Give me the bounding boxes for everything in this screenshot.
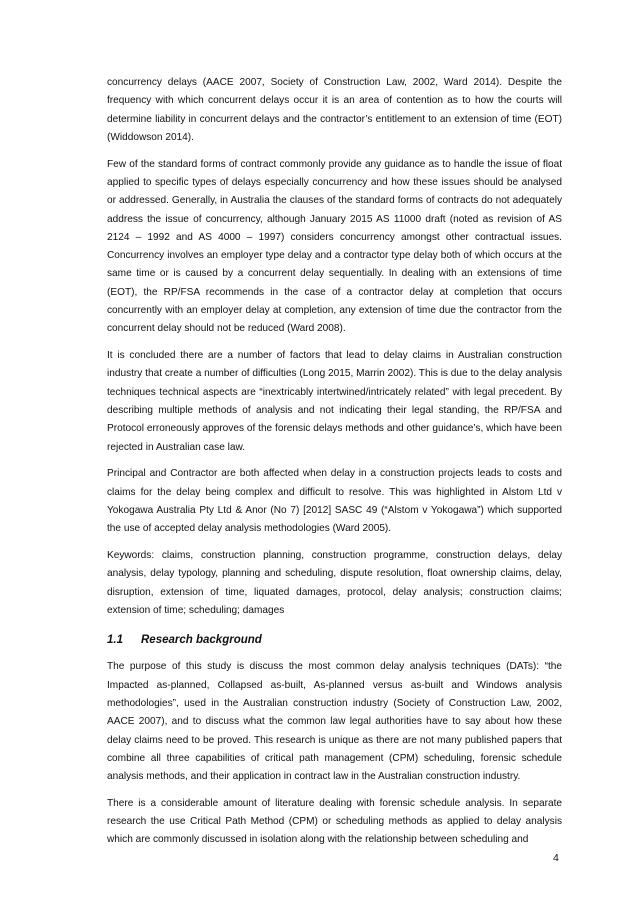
- paragraph-keywords: Keywords: claims, construction planning, construction programme, construction delays, delay analysis, delay typology, planning and scheduling, dispute resolution, float ownership claims, delay, disruption, extension of time, liquated damages, protocol, delay analysis; construction claims; extension of time; scheduling; damages: [107, 550, 562, 617]
- section-heading: [107, 632, 562, 648]
- document-body: [107, 74, 562, 858]
- paragraph-principal-contractor: Principal and Contractor are both affected when delay in a construction projects leads to costs and claims for the delay being complex and difficult to resolve. This was highlighted in Alstom Ltd v Yokogawa Australia Pty Ltd & Anor (No 7) [2012] SASC 49 (“Alstom v Yokogawa”) which supported the use of accepted delay analysis methodologies (Ward 2005).: [107, 468, 562, 535]
- paragraph-study-purpose: The purpose of this study is discuss the most common delay analysis techniques (DATs): “the Impacted as-planned, Collapsed as-built, As-planned versus as-built and Windows analysis methodologies”, used in the Australian construction industry (Society of Construction Law, 2002, AACE 2007), and to discuss what the common law legal authorities have to say about how these delay claims need to be proved. This research is unique as there are not many published papers that combine all three capabilities of critical path management (CPM) scheduling, forensic schedule analysis methods, and their application in contract law in the Australian construction industry.: [107, 661, 562, 783]
- paragraph-literature: There is a considerable amount of literature dealing with forensic schedule analysis. In separate research the use Critical Path Method (CPM) or scheduling methods as applied to delay analysis which are commonly discussed in isolation along with the relationship between scheduling and: [107, 797, 562, 846]
- paragraph-delay-claims-factors: It is concluded there are a number of factors that lead to delay claims in Australian construction industry that create a number of difficulties (Long 2015, Marrin 2002). This is due to the delay analysis techniques technical aspects are “inextricably intertwined/intricately related” with legal precedent. By describing multiple methods of analysis and not indicating their legal standing, the RP/FSA and Protocol erroneously approves of the forensic delays methods and other guidance’s, which have been rejected in Australian case law.: [107, 350, 562, 453]
- paragraph-standard-forms: Few of the standard forms of contract commonly provide any guidance as to handle the issue of float applied to specific types of delays especially concurrency and how these issues should be analysed or addressed. Generally, in Australia the clauses of the standard forms of contracts do not adequately address the issue of concurrency, although January 2015 AS 11000 draft (noted as revision of AS 2124 – 1992 and AS 4000 – 1997) considers concurrency amongst other contractual issues. Concurrency involves an employer type delay and a contractor type delay both of which occurs at the same time or is caused by a concurrent delay sequentially. In dealing with an extensions of time (EOT), the RP/FSA recommends in the case of a contractor delay at completion that occurs concurrently with an employer delay at completion, any extension of time due the contractor from the concurrent delay should not be reduced (Ward 2008).: [107, 158, 562, 335]
- page-number: 4: [553, 852, 559, 864]
- section-title: Research background: [141, 634, 262, 647]
- paragraph-concurrency-delays: concurrency delays (AACE 2007, Society of Construction Law, 2002, Ward 2014). Despite the frequency with which concurrent delays occur it is an area of contention as to how the courts will determine liability in concurrent delays and the contractor’s entitlement to an extension of time (EOT)(Widdowson 2014).: [107, 77, 562, 143]
- section-number: 1.1: [107, 634, 123, 647]
